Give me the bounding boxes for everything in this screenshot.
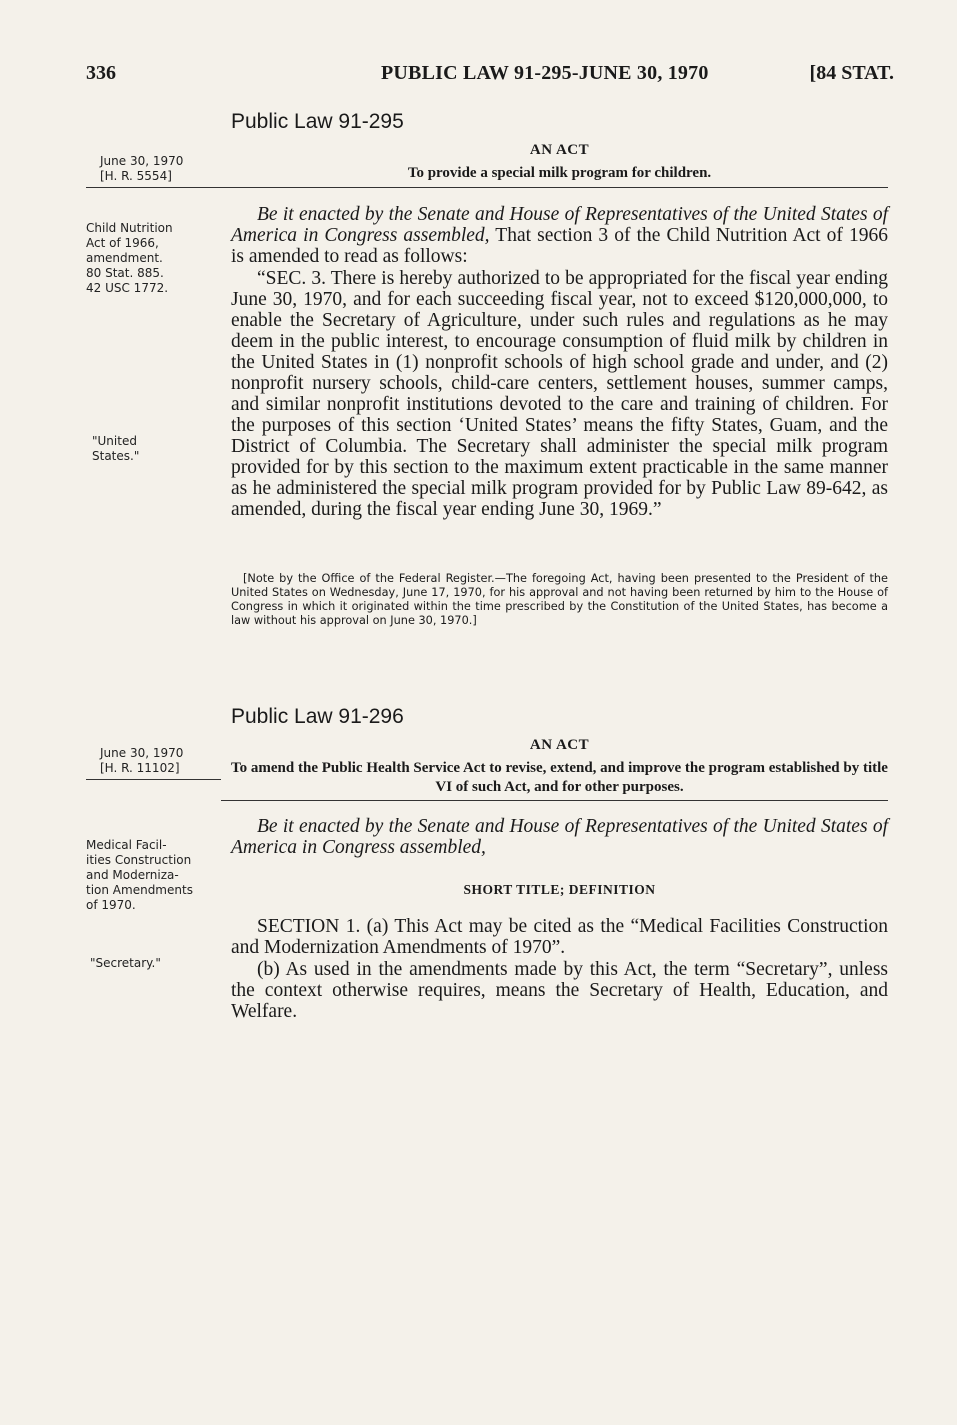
law1-purpose-rule [221,187,888,188]
margin-line: ities Construction [86,853,192,867]
law2-date-note [100,746,183,776]
margin-line: 42 USC 1772. [86,281,169,295]
law1-date: June 30, 1970 [100,154,184,168]
margin-line: "United [92,434,137,448]
margin-line: States." [92,449,140,463]
federal-register-note: [Note by the Office of the Federal Register.—The foregoing Act, having been presented to the President of the United States on Wednesday, June 17, 1970, for his approval and not having been returned by him to the House of Congress in which it originated within the time prescribed by the Constitution of the United States, has become a law without his approval on June 30, 1970.] [231,572,888,627]
law2-section-1a: SECTION 1. (a) This Act may be cited as the “Medical Facilities Construction and Modernization Amendments of 1970”. [231,916,888,958]
law2-subheading: SHORT TITLE; DEFINITION [463,882,656,897]
stat-reference: [84 STAT. [809,62,894,84]
margin-line: 80 Stat. 885. [86,266,164,280]
margin-line: Medical Facil- [86,838,167,852]
margin-line: Child Nutrition [86,221,173,235]
law2-margin-rule [86,779,221,780]
law1-enacting-italic: Be it enacted by the Senate and House of Representatives of the United States of America in Congress assembled, [231,204,888,246]
law2-margin-note-secretary [90,956,161,971]
law2-purpose: To amend the Public Health Service Act to revise, extend, and improve the program established by title VI of such Act, and for other purposes. [231,760,888,795]
law2-purpose-rule [221,800,888,801]
margin-line: Act of 1966, [86,236,159,250]
law2-margin-note [86,838,193,913]
page-header [86,62,894,92]
law2-enacting-clause: Be it enacted by the Senate and House of Representatives of the United States of America in Congress assembled, [231,816,888,858]
law1-enacting-clause [231,204,888,267]
law1-section-3: “SEC. 3. There is hereby authorized to be appropriated for the fiscal year ending June 30, 1970, and for each succeeding fiscal year, not to exceed $120,000,000, to enable the Secretary of Agriculture, under such rules and regulations as he may deem in the public interest, to encourage consumption of fluid milk by children in the United States in (1) nonprofit schools of high school grade and under, and (2) nonprofit nursery schools, child-care centers, settlement houses, summer camps, and similar nonprofit institutions devoted to the care and training of children. For the purposes of this section ‘United States’ means the fifty States, Guam, and the District of Columbia. The Secretary shall administer the special milk program provided for by this section to the maximum extent practicable in the same manner as he administered the special milk program provided for by Public Law 89-642, as amended, during the fiscal year ending June 30, 1969.” [231,268,888,520]
margin-line: "Secretary." [90,956,161,970]
law2-section-1b: (b) As used in the amendments made by this Act, the term “Secretary”, unless the context otherwise requires, means the Secretary of Health, Education, and Welfare. [231,959,888,1022]
law1-bill: [H. R. 5554] [100,169,172,183]
law1-title: Public Law 91-295 [231,110,404,133]
running-title: PUBLIC LAW 91-295-JUNE 30, 1970 [381,62,709,84]
law1-act-heading: AN ACT [529,142,590,158]
margin-line: of 1970. [86,898,136,912]
law1-enacting-rest: That section 3 of the Child Nutrition Act of 1966 is amended to read as follows: [231,225,889,267]
law2-act-heading: AN ACT [529,737,590,753]
law1-margin-note [86,221,173,296]
margin-line: amendment. [86,251,163,265]
page-number: 336 [86,62,116,84]
law2-title: Public Law 91-296 [231,705,404,728]
law1-date-note [100,154,183,184]
law2-bill: [H. R. 11102] [100,761,180,775]
margin-line: tion Amendments [86,883,193,897]
law1-purpose: To provide a special milk program for children. [407,165,712,181]
law2-date: June 30, 1970 [100,746,184,760]
law1-margin-note-united-states [92,434,139,464]
law1-margin-rule [86,187,221,188]
margin-line: and Moderniza- [86,868,179,882]
